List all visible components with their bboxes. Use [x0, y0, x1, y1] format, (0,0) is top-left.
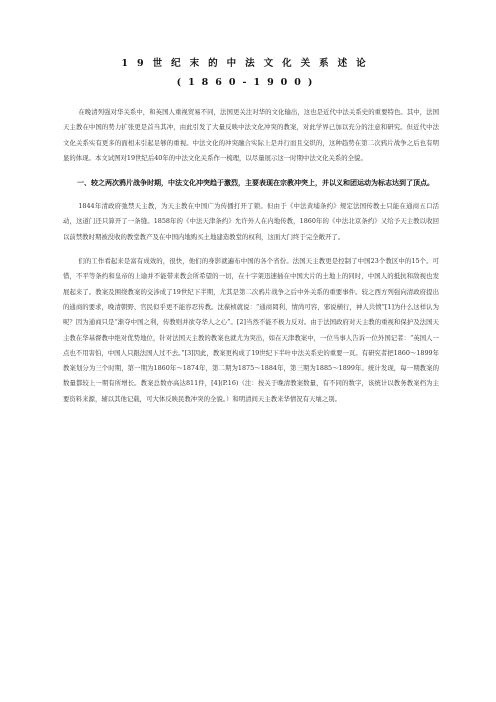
paragraph-gap	[63, 166, 439, 175]
paragraph-gap	[63, 245, 439, 254]
section-heading: 一、较之两次鸦片战争时期，中法文化冲突趋于激烈，主要表现在宗教冲突上，并以义和团运动为标志达到了顶点。	[77, 178, 434, 188]
body-paragraph-1: 1844年清政府弛禁天主教，为天主教在中国广为传播打开了锁。但由于《中法黄埔条约》规定法国传教士只能在通商五口活动，这道门还只算开了一条缝。1858年的《中法天津条约》允许外人在内地传教，1860年的《中法北京条约》又给予天主教以收回以前禁教时期被没收的教堂教产及在中国内地购买土地建造教堂的权利，这面大门终于完全敞开了。	[63, 202, 439, 241]
document-body	[63, 105, 439, 407]
document-title: 19世纪末的中法文化关系述论	[121, 58, 375, 69]
intro-paragraph: 在晚清列强对华关系中，和英国人重视贸易不同，法国更关注对华的文化输出，这也是近代中法关系史的重要特色。其中，法国天主教在中国的势力扩张更是首当其冲，由此引发了大量反映中法文化冲突的教案，对此学界已加以充分的注意和研究。但近代中法文化关系实有更多的面相未引起足够的重视。中法文化的冲突融合实际上是并行而且交织的，这种趋势在第二次鸦片战争之后也有明显的体现。本文试图对19世纪后40年的中法文化关系作一梳理，以尽量展示这一时期中法文化关系的全貌。	[63, 108, 439, 162]
body-paragraph-2: 们的工作看起来是富有成效的，很快，他们的身影就遍布中国的各个省份。法国天主教更是控制了中国23个教区中的15个。可惜，不平等条约和皇帝的上谕并不能带来教会所希望的一切，在十字架迅速插在中国大片的土地上的同时，中国人的抵抗和敌视也发展起来了。教案及围绕教案的交涉成了19世纪下半期，尤其是第二次鸦片战争之后中外关系的重要事件。较之西方列强向清政府提出的通商的要求，晚清朝野、官民似乎更不能容忍传教。沈葆桢就说：“通商罔利，情尚可容，邪说横行，神人共愤”[1]为什么这样认为呢？因为通商只是“渐夺中国之利，传教则并欲夺华人之心”。[2]当然不能不极力反对。由于法国政府对天主教的重视和保护及法国天主教在华基督教中绝对优势地位，针对法国天主教的教案也就尤为突出，如在天津教案中，一位当事人告诉一位外国记者：“英国人一点也不用害怕，中国人只跟法国人过不去。”[3]因此，教案更构成了19世纪下半叶中法关系史的重要一页。有研究者把1860～1899年教案划分为三个时期，第一期为1860年～1874年，第二期为1875～1884年，第三期为1885～1899年。统计发现，每一期教案的数量都较上一期有所增长。教案总数亦高达811件，[4](P.16)（注：按关于晚清教案数量，有不同的数字，该统计以教务教案档为主要资料来源，辅以其他记载，可大体反映民教冲突的全貌。）和明清间天主教来华情况有天壤之别。	[63, 257, 439, 403]
document-subtitle: (1860-1900)	[176, 77, 320, 88]
paragraph-gap	[63, 190, 439, 199]
